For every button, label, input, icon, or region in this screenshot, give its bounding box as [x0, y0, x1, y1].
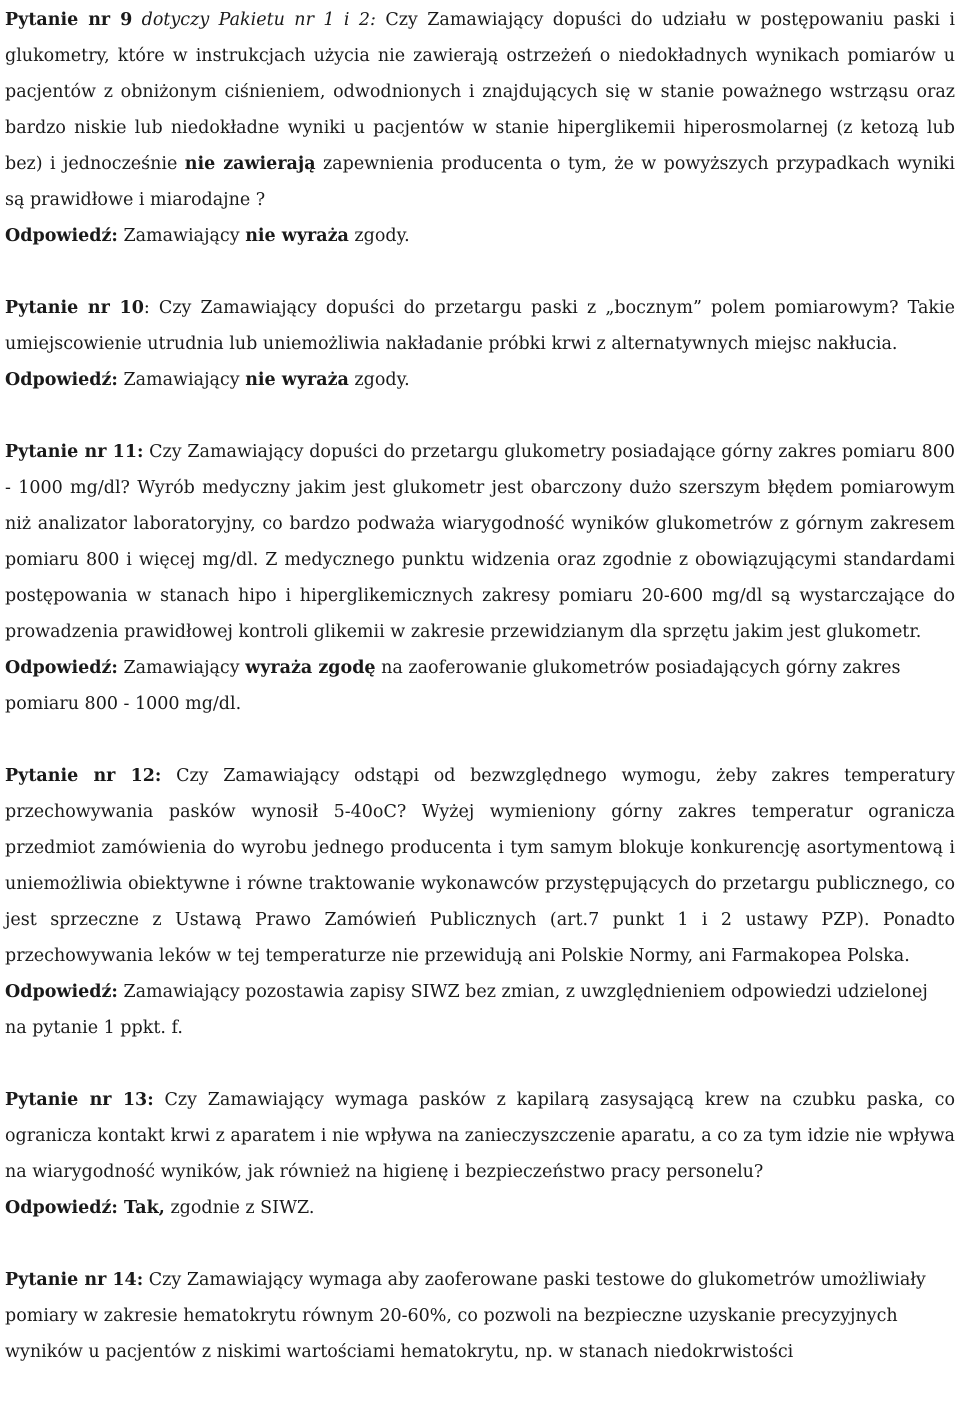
answer-paragraph	[5, 974, 955, 1046]
question-label: Pytanie nr 10	[5, 298, 144, 318]
question-label: Pytanie nr 14:	[5, 1270, 144, 1290]
question-label: Pytanie nr 9	[5, 10, 133, 30]
qa-block	[5, 1262, 955, 1370]
question-paragraph	[5, 2, 955, 218]
qa-block	[5, 290, 955, 398]
question-paragraph	[5, 758, 955, 974]
answer-text: zgodnie z SIWZ.	[164, 1198, 315, 1218]
answer-label: Odpowiedź:	[5, 658, 118, 678]
answer-paragraph	[5, 218, 955, 254]
answer-text: Zamawiający	[117, 226, 246, 246]
question-text: Czy Zamawiający dopuści do przetargu glukometry posiadające górny zakres pomiaru 800 - 1000 mg/dl? Wyrób medyczny jakim jest glukometr jest obarczony dużo szerszym błędem pomiarowym niż analizator laboratoryjny, co bardzo podważa wiarygodność wyników glukometrów z górnym zakresem pomiaru 800 i więcej mg/dl. Z medycznego punktu widzenia oraz zgodnie z obowiązującymi standardami postępowania w stanach hipo i hiperglikemicznych zakresy pomiaru 20-600 mg/dl są wystarczające do prowadzenia prawidłowej kontroli glikemii w zakresie przewidzianym dla sprzętu jakim jest glukometr.	[5, 442, 955, 642]
question-text: Czy Zamawiający wymaga aby zaoferowane paski testowe do glukometrów umożliwiały pomiary w zakresie hematokrytu równym 20-60%, co pozwoli na bezpieczne uzyskanie precyzyjnych wyników u pacjentów z niskimi wartościami hematokrytu, np. w stanach niedokrwistości	[5, 1270, 926, 1362]
answer-paragraph	[5, 650, 955, 722]
question-paragraph	[5, 1082, 955, 1190]
question-text: zapewnienia producenta o tym, że w powyższych przypadkach wyniki są prawidłowe i miarodajne ?	[5, 154, 956, 210]
question-text: Czy Zamawiający wymaga pasków z kapilarą zasysającą krew na czubku paska, co ogranicza kontakt krwi z aparatem i nie wpływa na zanieczyszczenie aparatu, a co za tym idzie nie wpływa na wiarygodność wyników, jak również na higienę i bezpieczeństwo pracy personelu?	[5, 1090, 955, 1182]
question-text: Czy Zamawiający dopuści do udziału w postępowaniu paski i glukometry, które w instrukcjach użycia nie zawierają ostrzeżeń o niedokładnych wynikach pomiarów u pacjentów z obniżonym ciśnieniem, odwodnionych i znajdujących się w stanie poważnego wstrząsu oraz bardzo niskie lub niedokładne wyniki u pacjentów w stanie hiperglikemii hiperosmolarnej (z ketozą lub bez) i jednocześnie	[5, 10, 956, 174]
question-paragraph	[5, 290, 955, 362]
answer-text: nie wyraża	[245, 226, 349, 246]
answer-text: Zamawiający	[117, 658, 246, 678]
answer-text: wyraża zgodę	[245, 658, 376, 678]
answer-label: Odpowiedź:	[5, 370, 118, 390]
question-label: Pytanie nr 11:	[5, 442, 144, 462]
question-label: Pytanie nr 13:	[5, 1090, 154, 1110]
answer-paragraph	[5, 362, 955, 398]
question-text: : Czy Zamawiający dopuści do przetargu paski z „bocznym” polem pomiarowym? Takie umiejscowienie utrudnia lub uniemożliwia nakładanie próbki krwi z alternatywnych miejsc nakłucia.	[5, 298, 955, 354]
question-paragraph	[5, 1262, 955, 1370]
answer-text: na zaoferowanie glukometrów posiadających górny zakres pomiaru 800 - 1000 mg/dl.	[5, 658, 901, 714]
answer-text: zgody.	[348, 226, 410, 246]
qa-block	[5, 2, 955, 254]
answer-text: zgody.	[348, 370, 410, 390]
answer-label: Odpowiedź:	[5, 982, 118, 1002]
qa-block	[5, 434, 955, 722]
answer-text: nie wyraża	[245, 370, 349, 390]
answer-text: Zamawiający pozostawia zapisy SIWZ bez zmian, z uwzględnieniem odpowiedzi udzielonej na pytanie 1 ppkt. f.	[5, 982, 928, 1038]
question-text: Czy Zamawiający odstąpi od bezwzględnego wymogu, żeby zakres temperatury przechowywania pasków wynosił 5-40oC? Wyżej wymieniony górny zakres temperatur ogranicza przedmiot zamówienia do wyrobu jednego producenta i tym samym blokuje konkurencję asortymentową i uniemożliwia obiektywne i równe traktowanie wykonawców przystępujących do przetargu publicznego, co jest sprzeczne z Ustawą Prawo Zamówień Publicznych (art.7 punkt 1 i 2 ustawy PZP). Ponadto przechowywania leków w tej temperaturze nie przewidują ani Polskie Normy, ani Farmakopea Polska.	[5, 766, 956, 966]
answer-label: Odpowiedź:	[5, 226, 118, 246]
question-paragraph	[5, 434, 955, 650]
answer-text: Zamawiający	[117, 370, 246, 390]
qa-block	[5, 758, 955, 1046]
answer-label: Odpowiedź: Tak,	[5, 1198, 165, 1218]
answer-paragraph	[5, 1190, 955, 1226]
question-text: nie zawierają	[184, 154, 316, 174]
question-label: Pytanie nr 12:	[5, 766, 162, 786]
qa-block	[5, 1082, 955, 1226]
question-label-tail: dotyczy Pakietu nr 1 i 2:	[132, 10, 376, 30]
